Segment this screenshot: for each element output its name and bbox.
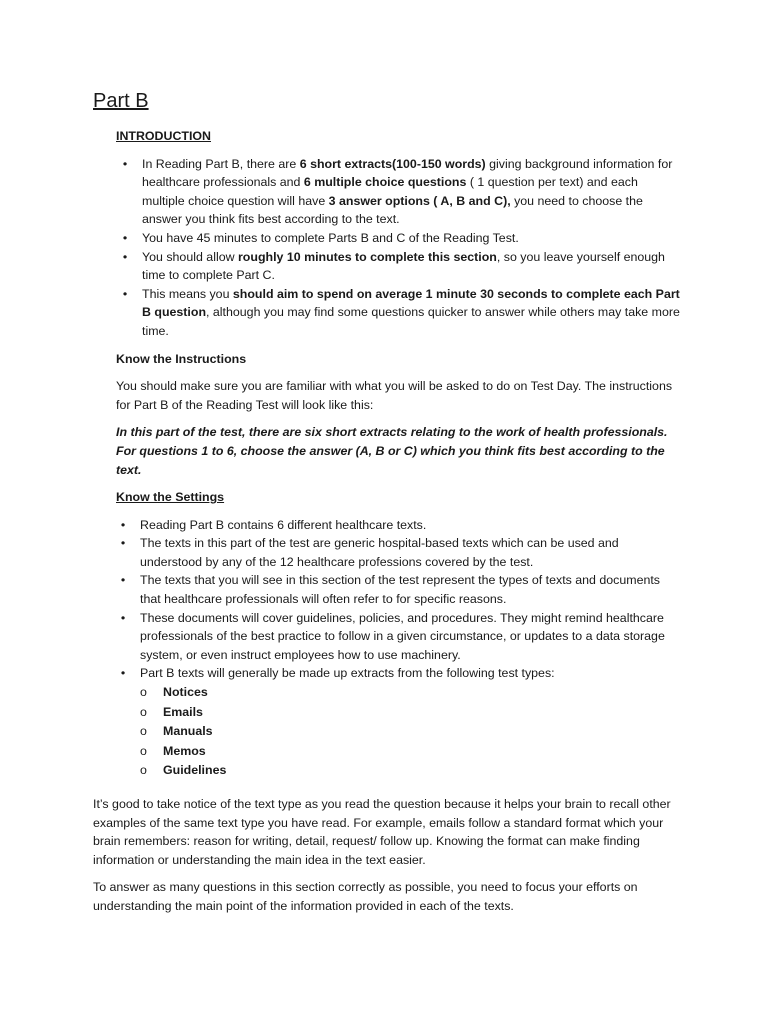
introduction-list bbox=[93, 155, 683, 341]
bullet-icon: • bbox=[122, 286, 128, 301]
instructions-section bbox=[116, 350, 683, 507]
list-item: • These documents will cover guidelines, policies, and procedures. They might remind healthcare professionals of the best practice to follow in a given circumstance, or updates to a data storage system, or even instruct employees how to use machinery. bbox=[93, 609, 683, 665]
bullet-icon: • bbox=[122, 230, 128, 245]
list-item: • You should allow roughly 10 minutes to complete this section, so you leave yourself enough time to complete Part C. bbox=[93, 248, 683, 285]
closing-paragraph: It’s good to take notice of the text type as you read the question because it helps your brain to recall other examples of the same text type you have read. For example, emails follow a standard format which your brain remembers: reason for writing, detail, request/ follow up. Knowing the format can make finding information or understanding the main idea in the text easier. bbox=[93, 797, 671, 867]
instructions-intro: You should make sure you are familiar with what you will be asked to do on Test Day. The instructions for Part B of the Reading Test will look like this: bbox=[116, 379, 673, 412]
text-type-item: o Notices bbox=[140, 683, 683, 703]
circle-bullet-icon: o bbox=[140, 704, 147, 719]
bullet-icon: • bbox=[120, 536, 126, 551]
text-type-item: o Emails bbox=[140, 703, 683, 723]
list-item: • In Reading Part B, there are 6 short extracts(100-150 words) giving background information for healthcare professionals and 6 multiple choice questions ( 1 question per text) and each multiple choice question will have 3 answer options ( A, B and C), you need to choose the answer you think fits best according to the text. bbox=[93, 155, 683, 229]
text-type-item: o Guidelines bbox=[140, 761, 683, 781]
circle-bullet-icon: o bbox=[140, 724, 147, 739]
bullet-icon: • bbox=[122, 156, 128, 171]
settings-list bbox=[93, 516, 683, 781]
instructions-quote: In this part of the test, there are six short extracts relating to the work of health professionals. For questions 1 to 6, choose the answer (A, B or C) which you think fits best according to the text. bbox=[116, 425, 668, 477]
instructions-heading: Know the Instructions bbox=[116, 351, 247, 366]
page-title: Part B bbox=[93, 90, 149, 112]
circle-bullet-icon: o bbox=[140, 763, 147, 778]
bullet-icon: • bbox=[122, 249, 128, 264]
list-item: • The texts that you will see in this section of the test represent the types of texts and documents that healthcare professionals will often refer to for specific reasons. bbox=[93, 571, 683, 608]
list-item: • The texts in this part of the test are generic hospital-based texts which can be used and understood by any of the 12 healthcare professions covered by the test. bbox=[93, 534, 683, 571]
circle-bullet-icon: o bbox=[140, 743, 147, 758]
text-types-list bbox=[140, 683, 683, 781]
introduction-section bbox=[116, 127, 683, 146]
text-type-item: o Memos bbox=[140, 742, 683, 762]
text-type-item: o Manuals bbox=[140, 722, 683, 742]
circle-bullet-icon: o bbox=[140, 685, 147, 700]
list-item: • You have 45 minutes to complete Parts B and C of the Reading Test. bbox=[93, 229, 683, 248]
bullet-icon: • bbox=[120, 666, 126, 681]
list-item: • Part B texts will generally be made up extracts from the following test types: o Notices o Emails o Manuals o Memos o Guidelines bbox=[93, 664, 683, 781]
document-page bbox=[93, 88, 683, 925]
bullet-icon: • bbox=[120, 610, 126, 625]
introduction-heading: INTRODUCTION bbox=[116, 129, 211, 143]
bullet-icon: • bbox=[120, 517, 126, 532]
settings-heading: Know the Settings bbox=[116, 490, 225, 505]
closing-paragraph: To answer as many questions in this section correctly as possible, you need to focus your efforts on understanding the main point of the information provided in each of the texts. bbox=[93, 880, 638, 913]
list-item: • This means you should aim to spend on average 1 minute 30 seconds to complete each Part B question, although you may find some questions quicker to answer while others may take more time. bbox=[93, 285, 683, 341]
bullet-icon: • bbox=[120, 573, 126, 588]
list-item: • Reading Part B contains 6 different healthcare texts. bbox=[93, 516, 683, 535]
